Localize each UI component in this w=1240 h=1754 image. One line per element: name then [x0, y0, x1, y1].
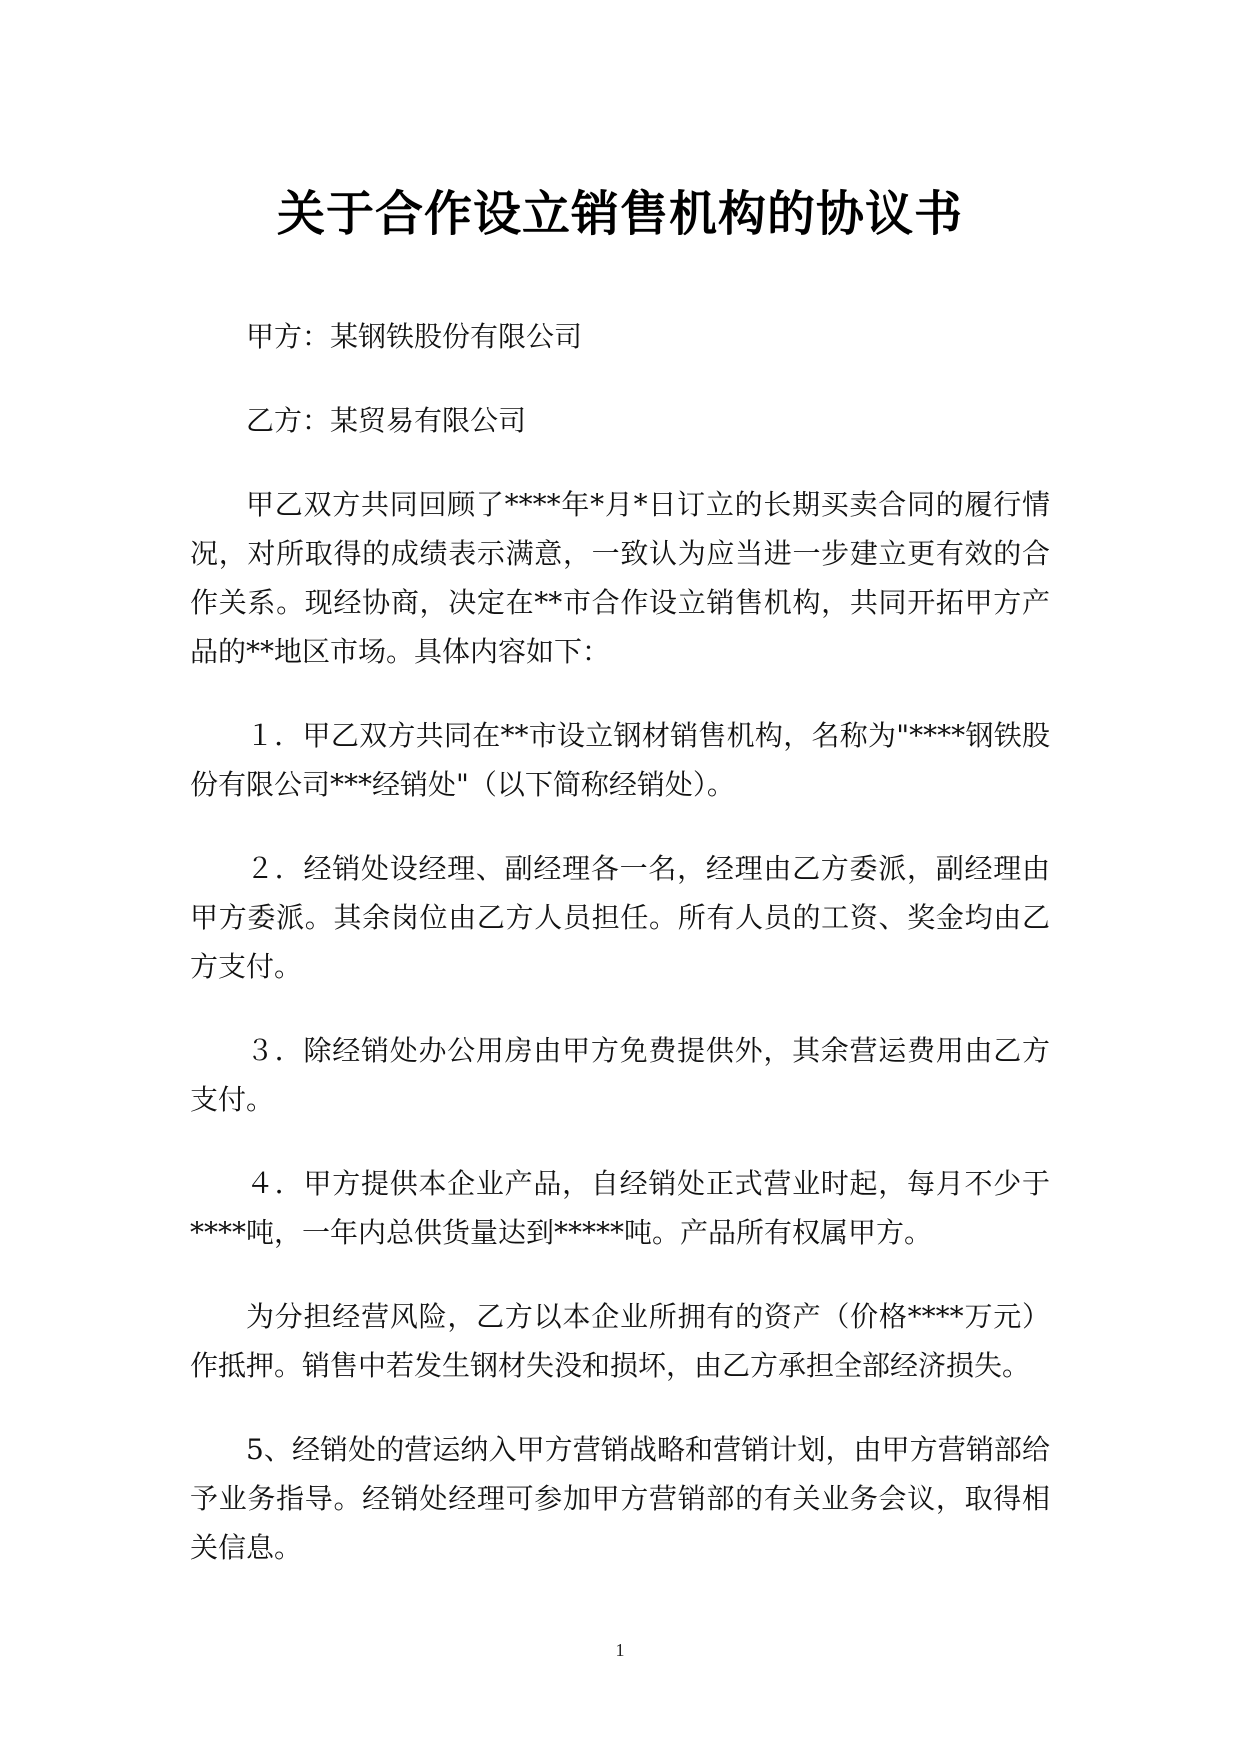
clause-3-paragraph: ３．除经销处办公用房由甲方免费提供外，其余营运费用由乙方支付。	[190, 1034, 1050, 1116]
party-b-line: 乙方：某贸易有限公司	[246, 404, 527, 437]
document-title: 关于合作设立销售机构的协议书	[276, 186, 963, 242]
clause-4-paragraph: ４．甲方提供本企业产品，自经销处正式营业时起，每月不少于****吨，一年内总供货量达到*****吨。产品所有权属甲方。	[190, 1167, 1050, 1249]
clause-2-paragraph: ２．经销处设经理、副经理各一名，经理由乙方委派，副经理由甲方委派。其余岗位由乙方人员担任。所有人员的工资、奖金均由乙方支付。	[190, 852, 1050, 983]
clause-5-paragraph: 5、经销处的营运纳入甲方营销战略和营销计划，由甲方营销部给予业务指导。经销处经理可参加甲方营销部的有关业务会议，取得相关信息。	[190, 1433, 1050, 1564]
preamble-paragraph: 甲乙双方共同回顾了****年*月*日订立的长期买卖合同的履行情况，对所取得的成绩表示满意，一致认为应当进一步建立更有效的合作关系。现经协商，决定在**市合作设立销售机构，共同开拓甲方产品的**地区市场。具体内容如下：	[190, 488, 1050, 668]
page-number: 1	[615, 1640, 625, 1660]
clause-1-paragraph: １．甲乙双方共同在**市设立钢材销售机构，名称为"****钢铁股份有限公司***经销处"（以下简称经销处）。	[190, 719, 1050, 801]
risk-sharing-paragraph: 为分担经营风险，乙方以本企业所拥有的资产（价格****万元）作抵押。销售中若发生钢材失没和损坏，由乙方承担全部经济损失。	[190, 1300, 1050, 1382]
party-a-line: 甲方：某钢铁股份有限公司	[246, 320, 583, 353]
document-body	[190, 312, 1050, 1607]
